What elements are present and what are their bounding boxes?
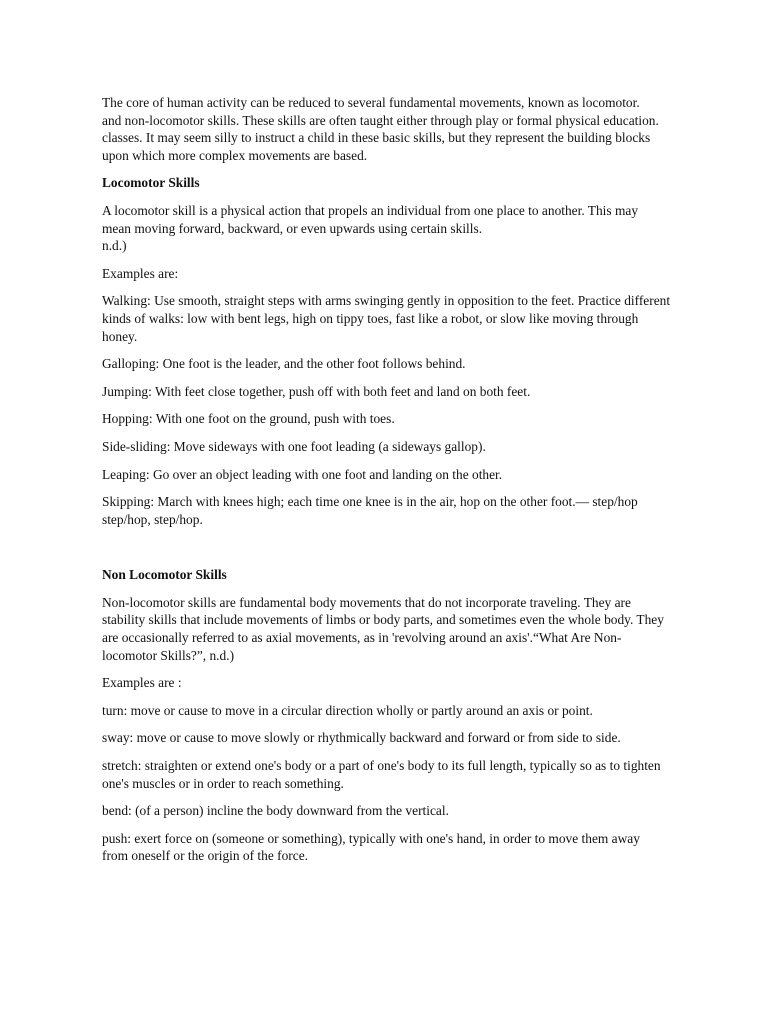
text-line: are occasionally referred to as axial movements, as in 'revolving around an axis'.“What Are Non- [102, 630, 622, 646]
non-locomotor-example-bend [102, 802, 698, 820]
non-locomotor-example-sway [102, 729, 698, 747]
non-locomotor-example-turn [102, 702, 698, 720]
text-line: turn: move or cause to move in a circular direction wholly or partly around an axis or point. [102, 702, 593, 718]
text-line: Galloping: One foot is the leader, and the other foot follows behind. [102, 356, 466, 372]
document-page [102, 94, 698, 875]
text-line: upon which more complex movements are based. [102, 147, 368, 163]
text-line: The core of human activity can be reduced to several fundamental movements, known as locomotor. [102, 95, 640, 110]
non-locomotor-examples-label: Examples are : [102, 675, 182, 691]
locomotor-example-skipping [102, 493, 698, 528]
locomotor-description [102, 202, 698, 255]
text-line: push: exert force on (someone or something), typically with one's hand, in order to move them away [102, 830, 640, 846]
locomotor-heading: Locomotor Skills [102, 175, 200, 191]
text-line: from oneself or the origin of the force. [102, 848, 308, 864]
text-line: locomotor Skills?”, n.d.) [102, 647, 235, 663]
text-line: Side-sliding: Move sideways with one foot leading (a sideways gallop). [102, 438, 486, 454]
text-line: one's muscles or in order to reach something. [102, 775, 344, 791]
intro-paragraph [102, 94, 698, 164]
text-line: mean moving forward, backward, or even upwards using certain skills. [102, 220, 483, 236]
text-line: step/hop, step/hop. [102, 511, 203, 527]
text-line: Leaping: Go over an object leading with one foot and landing on the other. [102, 466, 503, 482]
text-line: and non-locomotor skills. These skills are often taught either through play or formal physical education. [102, 112, 659, 128]
locomotor-example-walking [102, 292, 698, 345]
text-line: classes. It may seem silly to instruct a child in these basic skills, but they represent the building blocks [102, 130, 651, 146]
text-line: Non-locomotor skills are fundamental body movements that do not incorporate traveling. They are [102, 594, 631, 610]
non-locomotor-example-push [102, 830, 698, 865]
text-line: n.d.) [102, 238, 127, 254]
locomotor-example-jumping [102, 383, 698, 401]
text-line: kinds of walks: low with bent legs, high on tippy toes, fast like a robot, or slow like moving through [102, 310, 639, 326]
text-line: Walking: Use smooth, straight steps with arms swinging gently in opposition to the feet. Practice different [102, 293, 671, 309]
section-spacer [102, 538, 698, 566]
non-locomotor-heading: Non Locomotor Skills [102, 567, 227, 583]
text-line: Hopping: With one foot on the ground, push with toes. [102, 411, 395, 427]
locomotor-example-leaping [102, 466, 698, 484]
text-line: Skipping: March with knees high; each time one knee is in the air, hop on the other foot.— step/hop [102, 494, 638, 510]
text-line: bend: (of a person) incline the body downward from the vertical. [102, 803, 449, 819]
locomotor-example-side-sliding [102, 438, 698, 456]
locomotor-examples-label: Examples are: [102, 265, 179, 281]
text-line: stability skills that include movements of limbs or body parts, and sometimes even the whole body. They [102, 612, 664, 628]
text-line: honey. [102, 328, 138, 344]
text-line: stretch: straighten or extend one's body or a part of one's body to its full length, typically so as to tighten [102, 758, 661, 774]
locomotor-example-galloping [102, 355, 698, 373]
non-locomotor-description [102, 594, 698, 664]
text-line: sway: move or cause to move slowly or rhythmically backward and forward or from side to side. [102, 730, 621, 746]
locomotor-example-hopping [102, 410, 698, 428]
text-line: A locomotor skill is a physical action that propels an individual from one place to another. This may [102, 202, 639, 218]
text-line: Jumping: With feet close together, push off with both feet and land on both feet. [102, 383, 531, 399]
non-locomotor-example-stretch [102, 757, 698, 792]
